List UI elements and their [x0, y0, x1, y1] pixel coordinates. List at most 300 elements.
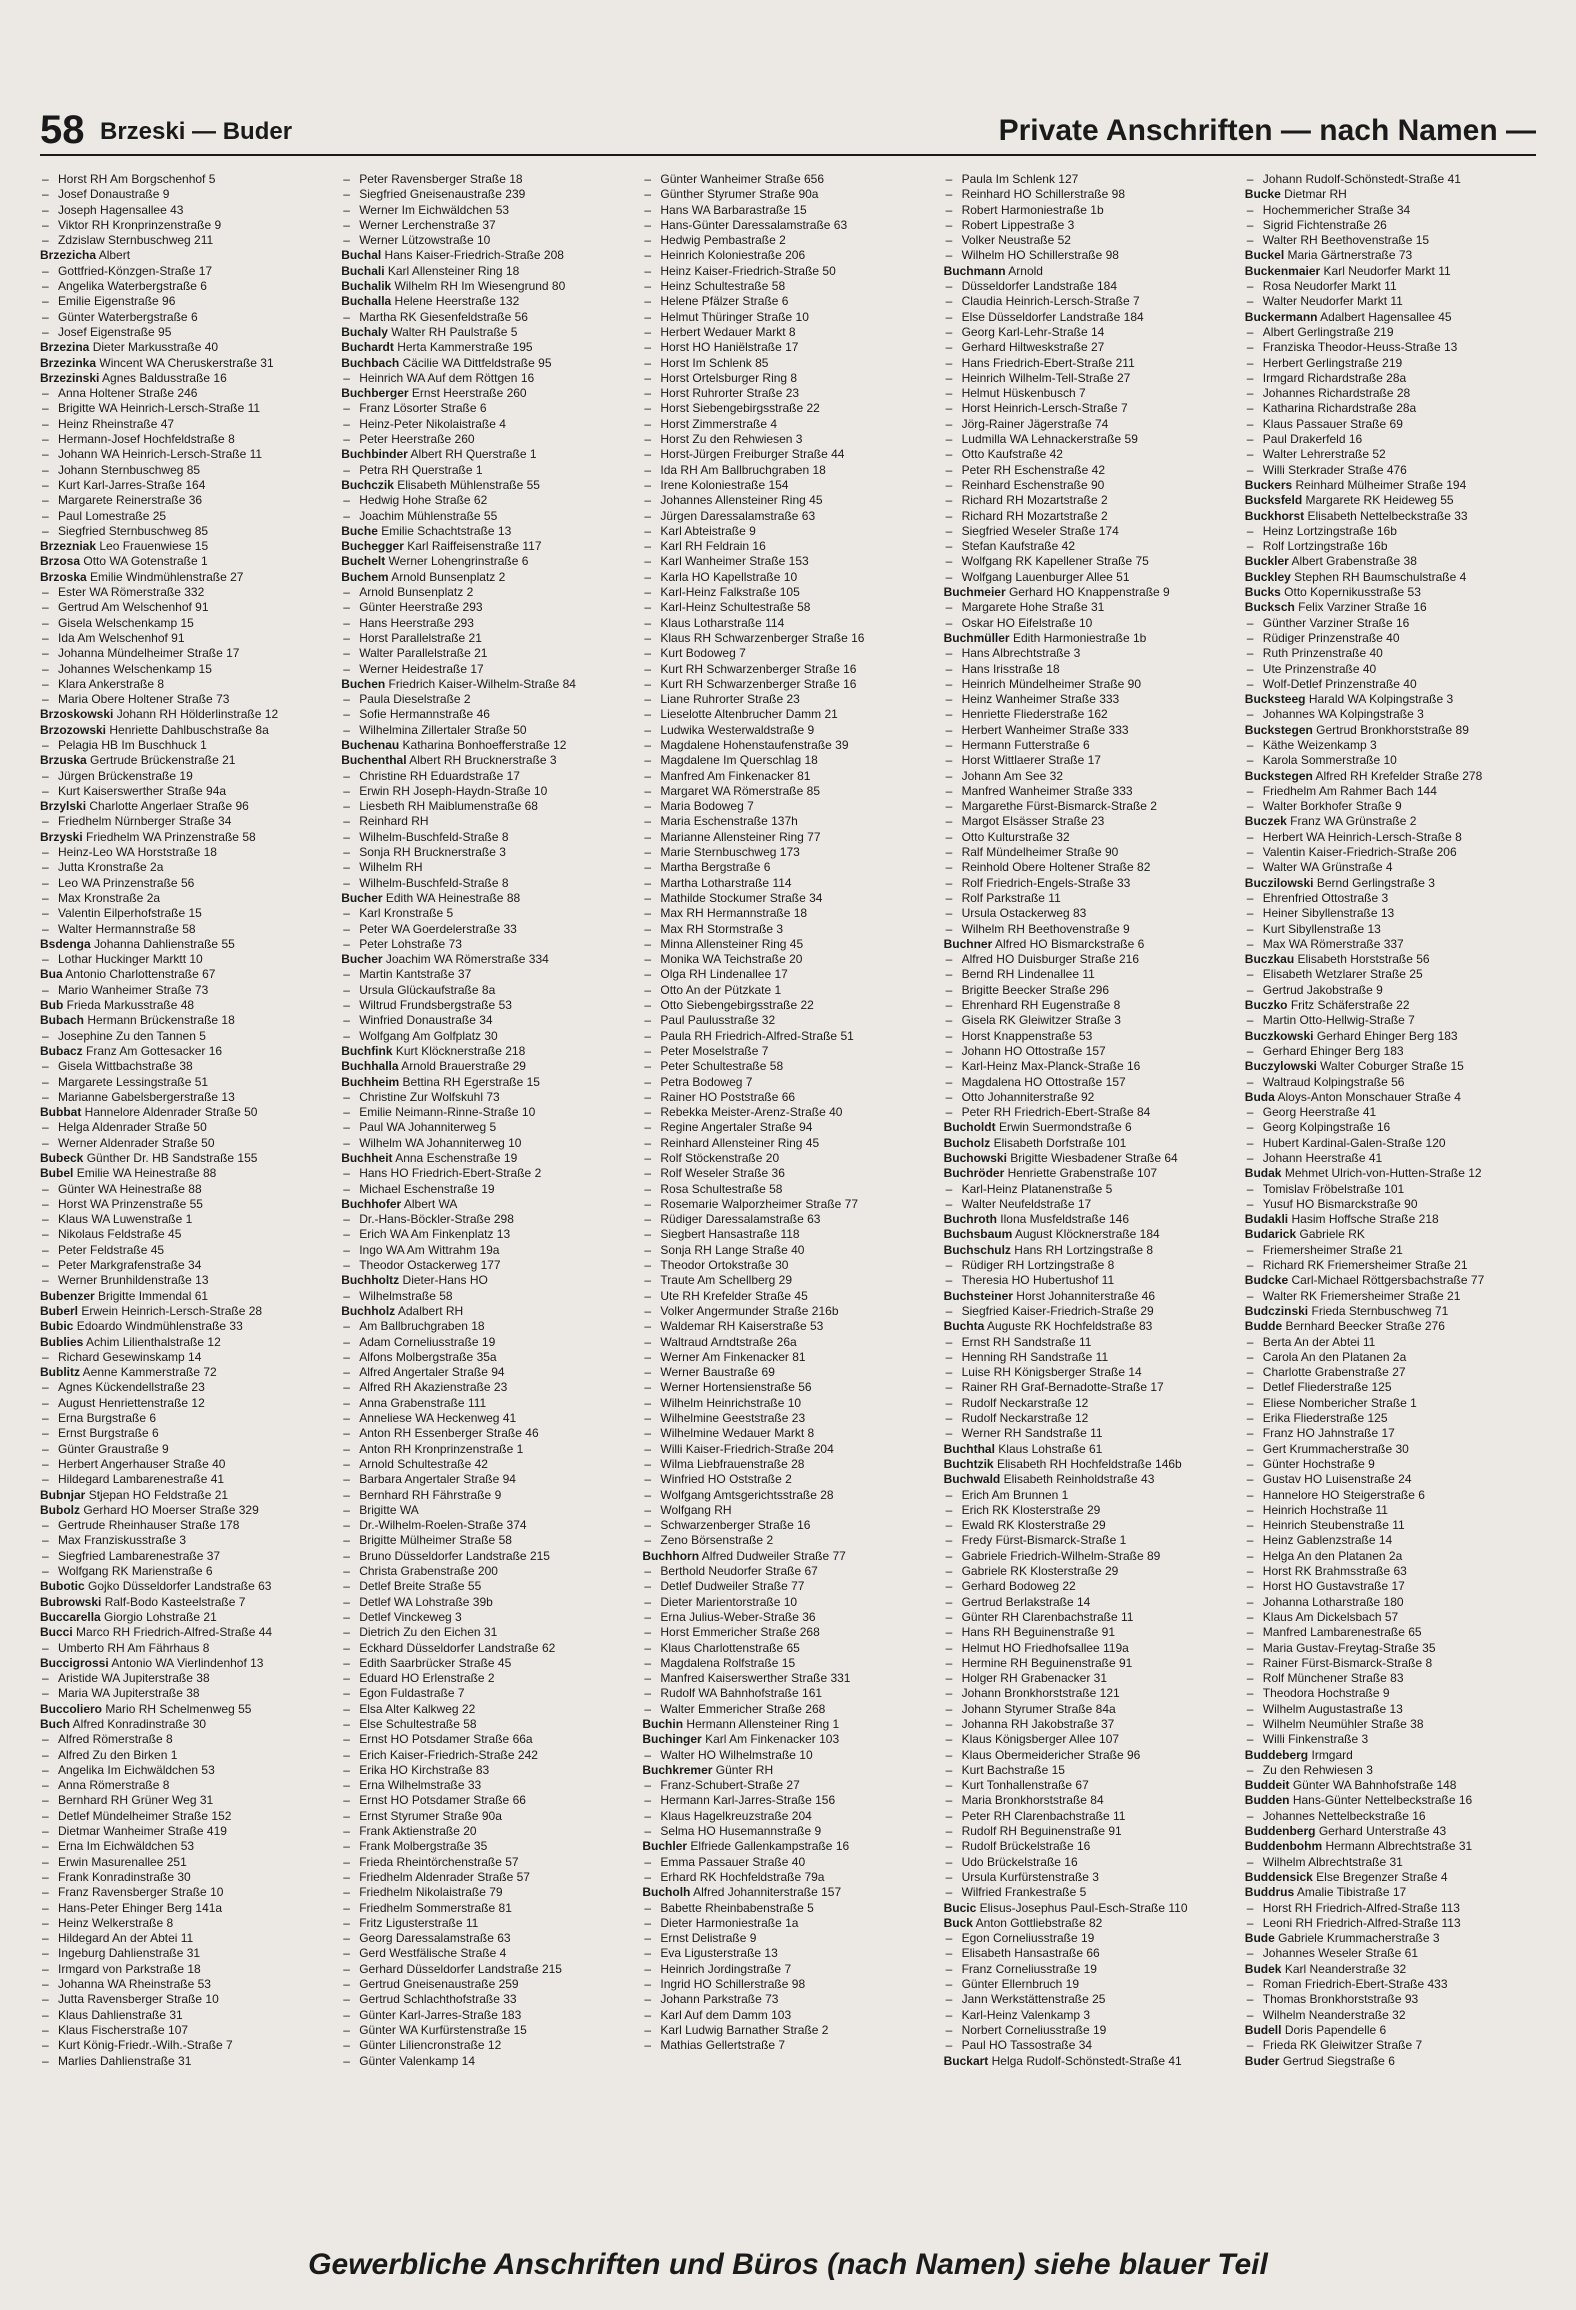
repeat-dash: – — [42, 1273, 49, 1288]
repeat-dash: – — [1246, 1762, 1254, 1777]
repeat-dash: – — [644, 1120, 652, 1135]
entry-text: Brigitte Immendal 61 — [98, 1288, 209, 1303]
directory-entry — [40, 677, 331, 692]
directory-entry — [1245, 294, 1536, 309]
entry-text: Werner RH Sandstraße 11 — [961, 1426, 1103, 1441]
directory-entry — [944, 1442, 1235, 1457]
repeat-dash: – — [42, 1258, 49, 1273]
directory-entry — [40, 998, 331, 1013]
entry-text: Zeno Börsenstraße 2 — [660, 1533, 774, 1548]
entry-surname: Bude — [1244, 1931, 1275, 1946]
repeat-dash: – — [1246, 1456, 1254, 1471]
repeat-dash: – — [42, 1181, 49, 1196]
entry-text: Bernhard Beecker Straße 276 — [1285, 1319, 1445, 1334]
entry-text: Walter Neudorfer Markt 11 — [1262, 294, 1403, 309]
entry-text: Peter Ravensberger Straße 18 — [359, 172, 523, 186]
entry-text: Gertrud Gneisenaustraße 259 — [359, 1977, 519, 1992]
repeat-dash: – — [343, 1487, 350, 1502]
repeat-dash: – — [42, 1640, 49, 1655]
repeat-dash: – — [343, 982, 350, 997]
repeat-dash: – — [343, 600, 350, 615]
repeat-dash: – — [42, 890, 49, 905]
entry-text: Detlef Mündelheimer Straße 152 — [58, 1808, 232, 1823]
entry-text: Magdalene Hohenstaufenstraße 39 — [660, 737, 849, 752]
entry-text: Werner Brunhildenstraße 13 — [58, 1273, 209, 1288]
entry-text: Karl-Heinz Valenkamp 3 — [961, 2007, 1091, 2022]
entry-surname: Buchaly — [341, 324, 388, 339]
directory-entry — [642, 1120, 933, 1135]
entry-text: Käthe Weizenkamp 3 — [1262, 737, 1377, 752]
entry-text: Wilhelm RH Beethovenstraße 9 — [961, 921, 1130, 936]
entry-text: Rosa Neudorfer Markt 11 — [1262, 279, 1397, 294]
entry-text: Wilhelm-Buschfeld-Straße 8 — [359, 875, 509, 890]
directory-entry — [944, 983, 1235, 998]
entry-text: Walter Borkhofer Straße 9 — [1262, 799, 1402, 814]
entry-text: Hermann Albrechtstraße 31 — [1325, 1839, 1473, 1854]
repeat-dash: – — [42, 2022, 49, 2037]
entry-text: Claudia Heinrich-Lersch-Straße 7 — [961, 294, 1140, 309]
entry-surname: Bsdenga — [40, 936, 91, 951]
entry-text: Friedrich Kaiser-Wilhelm-Straße 84 — [388, 676, 576, 691]
entry-text: Frieda Markusstraße 48 — [66, 998, 195, 1013]
directory-entry — [341, 1717, 632, 1732]
entry-text: Gerhard Hiltweskstraße 27 — [961, 340, 1105, 355]
repeat-dash: – — [1246, 982, 1254, 997]
entry-text: Schwarzenberger Straße 16 — [660, 1518, 811, 1533]
repeat-dash: – — [343, 661, 350, 676]
directory-entry — [40, 1120, 331, 1135]
repeat-dash: – — [343, 1915, 350, 1930]
entry-text: Helene Pfälzer Straße 6 — [660, 294, 789, 309]
repeat-dash: – — [1246, 1533, 1254, 1548]
repeat-dash: – — [42, 432, 49, 447]
entry-text: Elisus-Josephus Paul-Esch-Straße 110 — [979, 1900, 1188, 1915]
directory-entry — [944, 187, 1235, 202]
repeat-dash: – — [42, 187, 49, 202]
entry-text: Max Franziskusstraße 3 — [58, 1533, 187, 1548]
directory-entry — [642, 371, 933, 386]
directory-entry — [341, 1549, 632, 1564]
entry-surname: Buchberger — [341, 386, 409, 401]
entry-text: Heinz-Peter Nikolaistraße 4 — [359, 416, 506, 431]
entry-text: Johanna Mündelheimer Straße 17 — [58, 646, 240, 661]
entry-text: Arnold Brauerstraße 29 — [401, 1059, 526, 1074]
directory-entry — [642, 1533, 933, 1548]
directory-entry — [341, 509, 632, 524]
directory-entry — [642, 218, 933, 233]
entry-text: Ute Prinzenstraße 40 — [1262, 661, 1377, 676]
repeat-dash: – — [644, 401, 652, 416]
directory-entry — [642, 830, 933, 845]
repeat-dash: – — [644, 1181, 652, 1196]
entry-text: Adalbert RH — [397, 1303, 464, 1318]
repeat-dash: – — [644, 1411, 652, 1426]
repeat-dash: – — [42, 952, 49, 967]
entry-text: Magdalena HO Ottostraße 157 — [961, 1074, 1126, 1089]
repeat-dash: – — [42, 1747, 49, 1762]
repeat-dash: – — [945, 1502, 953, 1517]
repeat-dash: – — [343, 1502, 350, 1517]
repeat-dash: – — [644, 1977, 652, 1992]
entry-text: Walter RK Friemersheimer Straße 21 — [1262, 1288, 1461, 1303]
entry-surname: Brzoskowski — [40, 707, 114, 722]
repeat-dash: – — [343, 508, 350, 523]
repeat-dash: – — [644, 1166, 652, 1181]
repeat-dash: – — [1246, 1900, 1254, 1915]
directory-entry — [944, 447, 1235, 462]
entry-surname: Buchner — [943, 936, 993, 951]
repeat-dash: – — [1246, 1732, 1254, 1747]
entry-text: Ernst Burgstraße 6 — [58, 1426, 159, 1441]
directory-entry — [341, 769, 632, 784]
entry-text: Mario RH Schelmenweg 55 — [105, 1701, 252, 1716]
directory-entry — [1245, 417, 1536, 432]
entry-text: Wilhelm Augustastraße 13 — [1262, 1701, 1403, 1716]
entry-text: Horst HO Haniëlstraße 17 — [660, 340, 799, 355]
repeat-dash: – — [945, 967, 953, 982]
entry-text: Gerhard Ehinger Berg 183 — [1316, 1028, 1458, 1043]
directory-entry — [642, 2038, 933, 2053]
entry-text: Friedhelm Aldenrader Straße 57 — [359, 1869, 530, 1884]
entry-text: Margarete Hohe Straße 31 — [961, 600, 1105, 615]
entry-text: Ingrid HO Schillerstraße 98 — [660, 1977, 806, 1992]
directory-entry — [642, 1564, 933, 1579]
directory-entry — [341, 1641, 632, 1656]
repeat-dash: – — [1246, 279, 1254, 294]
directory-entry — [40, 876, 331, 891]
directory-entry — [40, 723, 331, 738]
directory-entry — [642, 1885, 933, 1900]
directory-entry — [341, 1442, 632, 1457]
directory-entry — [40, 1533, 331, 1548]
directory-entry — [40, 554, 331, 569]
repeat-dash: – — [343, 416, 350, 431]
entry-text: Wilhelmstraße 58 — [359, 1288, 453, 1303]
directory-entry — [944, 463, 1235, 478]
entry-text: Alfred Dudweiler Straße 77 — [701, 1548, 846, 1563]
repeat-dash: – — [42, 1931, 49, 1946]
repeat-dash: – — [644, 1456, 652, 1471]
directory-entry — [944, 631, 1235, 646]
entry-text: Ruth Prinzenstraße 40 — [1262, 646, 1383, 661]
directory-entry — [944, 1702, 1235, 1717]
entry-text: Walter Parallelstraße 21 — [359, 646, 488, 661]
entry-text: Werner Im Eichwäldchen 53 — [359, 202, 510, 217]
repeat-dash: – — [945, 462, 953, 477]
directory-entry — [944, 1549, 1235, 1564]
directory-entry — [1245, 1488, 1536, 1503]
repeat-dash: – — [945, 814, 953, 829]
directory-entry — [40, 432, 331, 447]
entry-text: Rainer HO Poststraße 66 — [660, 1089, 796, 1104]
repeat-dash: – — [343, 1349, 350, 1364]
directory-entry — [40, 1793, 331, 1808]
directory-entry — [642, 1656, 933, 1671]
directory-entry — [642, 1625, 933, 1640]
entry-text: Gerhard HO Moerser Straße 329 — [83, 1502, 259, 1517]
directory-entry — [341, 1029, 632, 1044]
repeat-dash: – — [945, 386, 953, 401]
directory-entry — [40, 937, 331, 952]
entry-text: Peter RH Clarenbachstraße 11 — [961, 1808, 1126, 1823]
directory-entry — [642, 1350, 933, 1365]
repeat-dash: – — [644, 1227, 652, 1242]
directory-entry — [944, 524, 1235, 539]
entry-text: Emilie WA Heinestraße 88 — [76, 1166, 217, 1181]
repeat-dash: – — [644, 523, 652, 538]
directory-entry — [341, 1625, 632, 1640]
directory-entry — [642, 891, 933, 906]
entry-text: Walter RH Beethovenstraße 15 — [1262, 233, 1430, 248]
entry-text: Albert RH Querstraße 1 — [410, 447, 537, 462]
repeat-dash: – — [945, 998, 953, 1013]
entry-text: Elisabeth Reinholdstraße 43 — [1003, 1472, 1155, 1487]
entry-text: Karl Ludwig Barnather Straße 2 — [660, 2022, 829, 2037]
entry-text: Wilhelm HO Schillerstraße 98 — [961, 248, 1119, 263]
entry-text: Wilhelm Neanderstraße 32 — [1262, 2007, 1406, 2022]
repeat-dash: – — [1246, 753, 1254, 768]
entry-text: Ursula Ostackerweg 83 — [961, 906, 1087, 921]
entry-surname: Buchfink — [341, 1043, 393, 1058]
directory-entry — [642, 937, 933, 952]
directory-entry — [40, 738, 331, 753]
directory-entry — [341, 1962, 632, 1977]
directory-entry — [341, 172, 632, 187]
directory-entry — [341, 310, 632, 325]
directory-entry — [1245, 1136, 1536, 1151]
entry-text: Johann Bronkhorststraße 121 — [961, 1686, 1120, 1701]
entry-text: Eduard HO Erlenstraße 2 — [359, 1671, 495, 1686]
repeat-dash: – — [644, 309, 652, 324]
entry-text: Manfred Am Finkenacker 81 — [660, 768, 811, 783]
entry-text: Georg Daressalamstraße 63 — [359, 1931, 511, 1946]
repeat-dash: – — [644, 1013, 652, 1028]
repeat-dash: – — [644, 416, 652, 431]
entry-text: Herbert Wanheimer Straße 333 — [961, 722, 1129, 737]
entry-text: Lothar Huckinger Marktt 10 — [58, 952, 203, 967]
entry-text: Klaus Hagelkreuzstraße 204 — [660, 1808, 812, 1823]
directory-entry — [944, 432, 1235, 447]
directory-entry — [341, 1289, 632, 1304]
entry-text: Günter Wanheimer Straße 656 — [660, 172, 825, 186]
directory-entry — [642, 417, 933, 432]
directory-entry — [40, 539, 331, 554]
directory-entry — [642, 2023, 933, 2038]
entry-text: Horst Zu den Rehwiesen 3 — [660, 432, 803, 447]
directory-entry — [944, 1227, 1235, 1242]
entry-surname: Buchwald — [943, 1472, 1001, 1487]
repeat-dash: – — [42, 1472, 49, 1487]
directory-entry — [944, 1870, 1235, 1885]
entry-text: Aristide WA Jupiterstraße 38 — [58, 1671, 210, 1686]
repeat-dash: – — [343, 2038, 350, 2053]
repeat-dash: – — [945, 569, 953, 584]
page-header — [40, 104, 1536, 156]
repeat-dash: – — [343, 2053, 350, 2068]
directory-entry — [341, 1380, 632, 1395]
repeat-dash: – — [1246, 1135, 1254, 1150]
repeat-dash: – — [945, 1762, 953, 1777]
entry-text: Viktor RH Kronprinzenstraße 9 — [58, 217, 222, 232]
entry-text: Albert — [98, 248, 131, 263]
entry-text: Hermann Karl-Jarres-Straße 156 — [660, 1793, 836, 1808]
repeat-dash: – — [343, 1992, 350, 2007]
directory-entry — [642, 983, 933, 998]
repeat-dash: – — [945, 2022, 953, 2037]
directory-entry — [642, 1686, 933, 1701]
directory-entry — [944, 1625, 1235, 1640]
entry-text: Egon Corneliusstraße 19 — [961, 1931, 1095, 1946]
directory-entry — [40, 1044, 331, 1059]
entry-text: Heinrich WA Auf dem Röttgen 16 — [359, 370, 535, 385]
entry-text: Peter RH Friedrich-Ebert-Straße 84 — [961, 1105, 1151, 1120]
directory-entry — [341, 1931, 632, 1946]
directory-entry — [341, 1732, 632, 1747]
repeat-dash: – — [644, 1808, 652, 1823]
directory-entry — [341, 876, 632, 891]
repeat-dash: – — [945, 1869, 953, 1884]
repeat-dash: – — [644, 1365, 652, 1380]
directory-entry — [341, 830, 632, 845]
directory-entry — [642, 1105, 933, 1120]
entry-text: Traute Am Schellberg 29 — [660, 1273, 793, 1288]
directory-entry — [341, 1946, 632, 1961]
entry-surname: Buddensick — [1244, 1869, 1313, 1884]
repeat-dash: – — [1246, 646, 1254, 661]
entry-text: Arnold Bunsenplatz 2 — [391, 569, 506, 584]
directory-entry — [40, 1258, 331, 1273]
repeat-dash: – — [644, 477, 652, 492]
entry-surname: Bubic — [40, 1319, 74, 1334]
repeat-dash: – — [644, 1992, 652, 2007]
directory-entry — [642, 1166, 933, 1181]
entry-text: Dr.-Hans-Böckler-Straße 298 — [359, 1212, 514, 1227]
directory-entry — [341, 1916, 632, 1931]
repeat-dash: – — [343, 1120, 350, 1135]
directory-entry — [341, 1243, 632, 1258]
entry-text: Antonio WA Vierlindenhof 13 — [111, 1655, 264, 1670]
entry-text: Rolf Parkstraße 11 — [961, 890, 1061, 905]
entry-text: Frieda Rheintörchenstraße 57 — [359, 1854, 519, 1869]
repeat-dash: – — [644, 324, 652, 339]
directory-entry — [40, 983, 331, 998]
directory-entry — [1245, 1105, 1536, 1120]
entry-text: Paul HO Tassostraße 34 — [961, 2038, 1093, 2053]
entry-text: Karl Raiffeisenstraße 117 — [407, 539, 542, 554]
repeat-dash: – — [343, 1762, 350, 1777]
entry-surname: Buchholz — [341, 1303, 396, 1318]
repeat-dash: – — [1246, 462, 1254, 477]
repeat-dash: – — [644, 1349, 652, 1364]
entry-text: Günther Dr. HB Sandstraße 155 — [86, 1151, 258, 1165]
directory-entry — [341, 356, 632, 371]
directory-entry — [1245, 1518, 1536, 1533]
directory-entry — [1245, 600, 1536, 615]
repeat-dash: – — [945, 1303, 953, 1318]
entry-surname: Bub — [40, 998, 64, 1013]
entry-text: Klaus Obermeidericher Straße 96 — [961, 1747, 1141, 1762]
directory-entry — [40, 1396, 331, 1411]
repeat-dash: – — [1246, 523, 1254, 538]
repeat-dash: – — [1246, 676, 1254, 691]
repeat-dash: – — [343, 1900, 350, 1915]
repeat-dash: – — [945, 860, 953, 875]
entry-text: Heinz-Leo WA Horststraße 18 — [58, 845, 217, 860]
directory-entry — [1245, 784, 1536, 799]
directory-entry — [1245, 922, 1536, 937]
entry-text: Margarete Lessingstraße 51 — [58, 1074, 209, 1089]
directory-entry — [40, 1855, 331, 1870]
directory-entry — [944, 478, 1235, 493]
entry-surname: Buccigrossi — [40, 1655, 109, 1670]
repeat-dash: – — [343, 2022, 350, 2037]
directory-entry — [642, 585, 933, 600]
repeat-dash: – — [945, 921, 953, 936]
directory-entry — [341, 1778, 632, 1793]
repeat-dash: – — [945, 508, 953, 523]
directory-entry — [642, 1977, 933, 1992]
entry-text: Ernst RH Sandstraße 11 — [961, 1334, 1092, 1349]
directory-entry — [40, 1946, 331, 1961]
directory-entry — [944, 1212, 1235, 1227]
repeat-dash: – — [945, 1609, 953, 1624]
directory-entry — [341, 692, 632, 707]
repeat-dash: – — [42, 1824, 49, 1839]
directory-entry — [642, 1793, 933, 1808]
repeat-dash: – — [42, 646, 49, 661]
directory-entry — [1245, 1763, 1536, 1778]
entry-text: Katharina Richardstraße 28a — [1262, 401, 1417, 416]
repeat-dash: – — [42, 523, 49, 538]
entry-surname: Buckler — [1244, 554, 1289, 569]
repeat-dash: – — [644, 1395, 652, 1410]
directory-entry — [944, 1778, 1235, 1793]
directory-entry — [341, 1564, 632, 1579]
repeat-dash: – — [343, 1166, 350, 1181]
entry-text: Otto Kopernikusstraße 53 — [1284, 585, 1421, 600]
entry-surname: Buberl — [40, 1303, 79, 1318]
directory-entry — [1245, 386, 1536, 401]
directory-entry — [1245, 1686, 1536, 1701]
entry-surname: Buczek — [1244, 814, 1287, 829]
entry-text: Hildegard An der Abtei 11 — [58, 1931, 194, 1946]
directory-entry — [40, 371, 331, 386]
directory-entry — [1245, 570, 1536, 585]
entry-text: Peter Moselstraße 7 — [660, 1043, 769, 1058]
repeat-dash: – — [1246, 1625, 1254, 1640]
directory-entry — [1245, 1748, 1536, 1763]
entry-text: Johann Am See 32 — [961, 768, 1064, 783]
directory-entry — [642, 1763, 933, 1778]
repeat-dash: – — [1246, 1992, 1254, 2007]
directory-entry — [40, 1610, 331, 1625]
directory-entry — [944, 784, 1235, 799]
repeat-dash: – — [1246, 1181, 1254, 1196]
repeat-dash: – — [644, 753, 652, 768]
directory-entry — [1245, 845, 1536, 860]
entry-text: Wilhelm Neumühler Straße 38 — [1262, 1716, 1424, 1731]
directory-entry — [642, 1013, 933, 1028]
directory-entry — [341, 279, 632, 294]
entry-surname: Budden — [1244, 1793, 1290, 1808]
directory-entry — [1245, 814, 1536, 829]
repeat-dash: – — [42, 233, 49, 248]
repeat-dash: – — [644, 217, 652, 232]
directory-entry — [944, 2054, 1235, 2069]
directory-entry — [341, 723, 632, 738]
directory-entry — [642, 1273, 933, 1288]
directory-entry — [1245, 830, 1536, 845]
